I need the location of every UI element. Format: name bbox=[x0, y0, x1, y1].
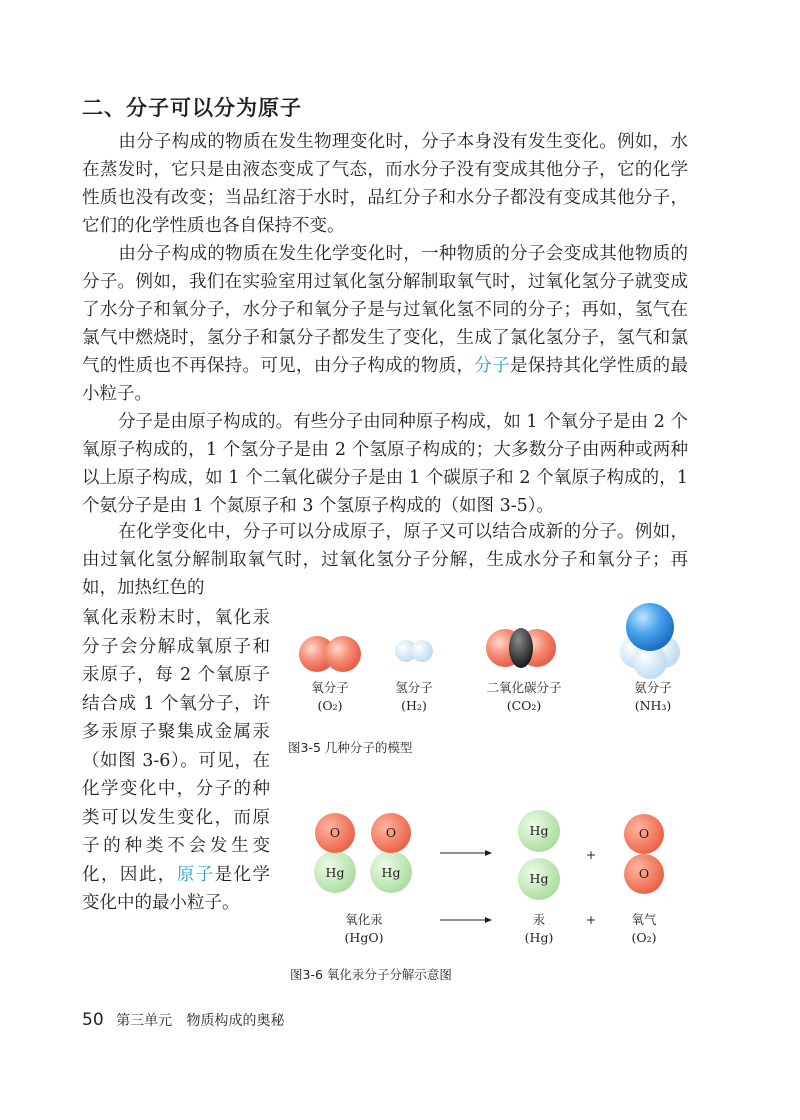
keyword-atom: 原子 bbox=[176, 864, 215, 885]
product-mercury-name: 汞 bbox=[532, 912, 546, 927]
atom-label-hg: Hg bbox=[529, 823, 549, 838]
reactant-formula: (HgO) bbox=[344, 930, 384, 945]
plus-sign: + bbox=[585, 912, 597, 927]
paragraph-2-text-end: 是保持其化学性质的最小粒子。 bbox=[82, 356, 689, 404]
caption-co2-name: 二氧化碳分子 bbox=[486, 680, 562, 695]
reactant-name: 氧化汞 bbox=[345, 912, 383, 927]
mercury-atoms bbox=[518, 810, 560, 900]
caption-ammonia-formula: (NH₃) bbox=[634, 698, 672, 713]
product-oxygen-name: 氧气 bbox=[631, 912, 657, 927]
hydrogen-molecule-model bbox=[395, 640, 433, 662]
figure-3-5-molecule-models bbox=[280, 592, 700, 727]
page-footer bbox=[82, 1010, 285, 1030]
side-text: 氧化汞粉末时，氧化汞分子会分解成氧原子和汞原子，每 2 个氧原子结合成 1 个氧分子，许多汞原子聚集成金属汞（如图 3-6）。可见，在化学变化中，分子的种类可以发生变化，而原子的种类不会发生变化，因此， bbox=[82, 608, 270, 885]
paragraph-3 bbox=[82, 408, 688, 520]
paragraph-3-text: 分子是由原子构成的。有些分子由同种原子构成，如 1 个氧分子是由 2 个氧原子构成的，1 个氢分子是由 2 个氢原子构成的；大多数分子由两种或两种以上原子构成，如 1 个二氧化碳分子是由 1 个碳原子和 2 个氧原子构成的，1 个氨分子是由 1 个氮原子和 3 个氢原子构成的（如图 3-5）。 bbox=[82, 412, 688, 516]
oxygen-molecule-model bbox=[299, 636, 361, 672]
reaction-arrow-icon bbox=[440, 917, 492, 923]
atom-label-o: O bbox=[329, 825, 341, 840]
paragraph-4-continued bbox=[82, 604, 270, 918]
paragraph-2 bbox=[82, 240, 688, 408]
plus-sign: + bbox=[585, 847, 597, 862]
figure-3-6-mercury-oxide-decomposition bbox=[280, 800, 700, 960]
atom-label-hg: Hg bbox=[325, 865, 345, 880]
unit-label: 第三单元 bbox=[116, 1013, 173, 1029]
atom-label-o: O bbox=[638, 826, 650, 841]
section-title: 二、分子可以分为原子 bbox=[82, 96, 302, 120]
atom-label-o: O bbox=[638, 866, 650, 881]
caption-oxygen-formula: (O₂) bbox=[317, 698, 343, 713]
mercury-oxide-molecule bbox=[314, 813, 356, 893]
product-mercury-formula: (Hg) bbox=[524, 930, 554, 945]
paragraph-2-text: 由分子构成的物质在发生化学变化时，一种物质的分子会变成其他物质的分子。例如，我们在实验室用过氧化氢分解制取氧气时，过氧化氢分子就变成了水分子和氧分子，水分子和氧分子是与过氧化氢不同的分子；再如，氢气在氯气中燃烧时，氢分子和氯分子都发生了变化，生成了氯化氢分子，氢气和氯气的性质也不再保持。可见，由分子构成的物质， bbox=[82, 244, 688, 376]
page-number: 50 bbox=[82, 1010, 104, 1030]
caption-hydrogen-formula: (H₂) bbox=[401, 698, 427, 713]
side-text-end: 是化学变化中的最小粒子。 bbox=[82, 864, 271, 913]
carbon-dioxide-molecule-model bbox=[486, 628, 556, 668]
product-oxygen-formula: (O₂) bbox=[631, 930, 657, 945]
caption-ammonia-name: 氨分子 bbox=[634, 680, 672, 695]
keyword-molecule: 分子 bbox=[474, 356, 511, 376]
ammonia-molecule-model bbox=[620, 603, 680, 679]
oxygen-molecule bbox=[624, 814, 664, 894]
atom-label-hg: Hg bbox=[381, 865, 401, 880]
figure-3-6-title: 图3-6 氧化汞分子分解示意图 bbox=[290, 967, 452, 982]
reaction-arrow-icon bbox=[440, 850, 492, 856]
atom-label-hg: Hg bbox=[529, 871, 549, 886]
caption-hydrogen-name: 氢分子 bbox=[395, 680, 433, 695]
unit-title: 物质构成的奥秘 bbox=[186, 1013, 285, 1029]
paragraph-4 bbox=[82, 518, 688, 602]
atom-label-o: O bbox=[385, 825, 397, 840]
paragraph-1 bbox=[82, 128, 688, 240]
paragraph-1-text: 由分子构成的物质在发生物理变化时，分子本身没有发生变化。例如，水在蒸发时，它只是由液态变成了气态，而水分子没有变成其他分子，它的化学性质也没有改变；当品红溶于水时，品红分子和水分子都没有变成其他分子，它们的化学性质也各自保持不变。 bbox=[82, 132, 688, 236]
figure-3-5-title: 图3-5 几种分子的模型 bbox=[288, 740, 413, 755]
caption-oxygen-name: 氧分子 bbox=[311, 680, 349, 695]
mercury-oxide-molecule bbox=[370, 813, 412, 893]
caption-co2-formula: (CO₂) bbox=[506, 698, 542, 713]
paragraph-4-text: 在化学变化中，分子可以分成原子，原子又可以结合成新的分子。例如，由过氧化氢分解制取氧气时，过氧化氢分子分解，生成水分子和氧分子；再如，加热红色的 bbox=[82, 522, 688, 598]
